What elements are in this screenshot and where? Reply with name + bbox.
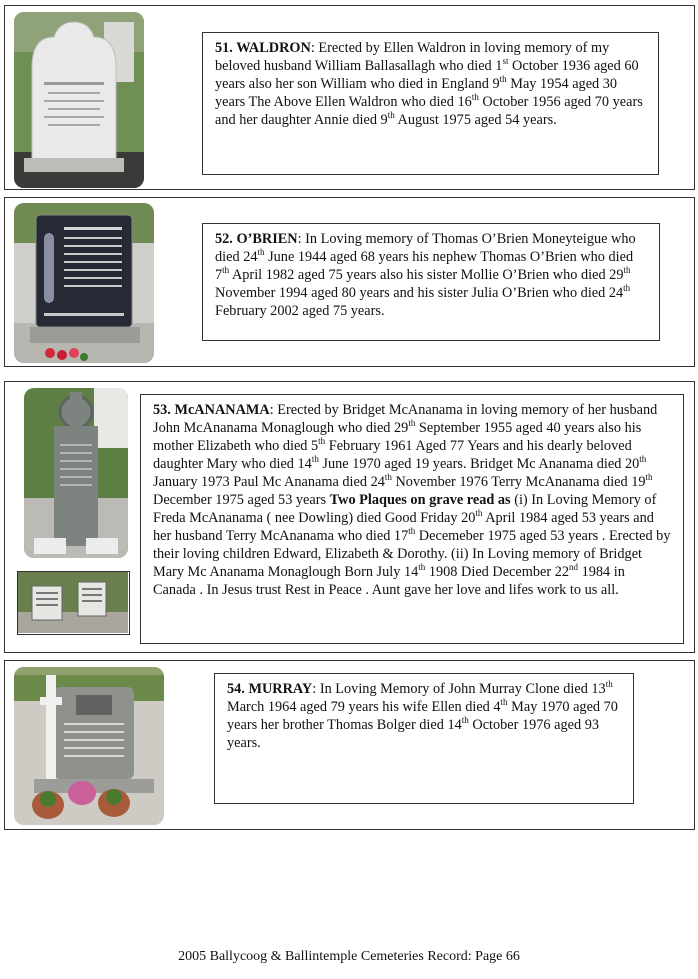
entry-panel-53 [4,381,695,653]
entry-text-run: October 1936 aged 60 years also her son William who died in England 9 [215,58,639,92]
entry-panel-54 [4,660,695,830]
ordinal-suffix: th [408,526,416,537]
ordinal-suffix: th [623,283,631,294]
entry-number: 53. [153,402,175,418]
ordinal-suffix: th [500,697,508,708]
entry-surname: WALDRON [236,40,311,56]
entry-text-run: 1908 Died December 22 [425,564,569,580]
entry-panel-52 [4,197,695,367]
ordinal-suffix: th [623,265,631,276]
headstone-photo-54 [14,667,164,825]
entry-text-run: April 1982 aged 75 years also his sister Mollie O’Brien who died 29 [229,267,624,283]
entry-text-run: September 1955 aged 40 years also his mother Elizabeth who died 5 [153,420,642,454]
ordinal-suffix: th [605,679,613,690]
entry-text-run: August 1975 aged 54 years. [394,112,557,128]
entry-panel-51 [4,5,695,190]
ordinal-suffix: th [645,472,653,483]
ordinal-suffix: th [639,454,647,465]
entry-text-run: In Loving Memory of John Murray Clone died 13 [319,681,606,697]
entry-text-54: 54. MURRAY: In Loving Memory of John Murray Clone died 13th March 1964 aged 79 years his wife Ellen died 4th May 1970 aged 70 years her brother Thomas Bolger died 14th October 1976 aged 93 years. [214,673,634,804]
entry-text-run: Erected by Ellen Waldron in loving memory of my beloved husband William Ballasallagh who died 1 [215,40,610,74]
entry-text-51: 51. WALDRON: Erected by Ellen Waldron in loving memory of my beloved husband William Ballasallagh who died 1st October 1936 aged 60 years also her son William who died in England 9th May 1954 aged 30 years The Above Ellen Waldron who died 16th October 1956 aged 70 years and her daughter Annie died 9th August 1975 aged 54 years. [202,32,659,175]
ordinal-suffix: th [387,110,395,121]
entry-text-run: October 1976 aged 93 years. [227,717,600,751]
ordinal-suffix: th [499,74,507,85]
entry-text-run: June 1970 aged 19 years. Bridget Mc Ananama died 20 [318,456,640,472]
entry-text-run: March 1964 aged 79 years his wife Ellen died 4 [227,699,501,715]
entry-text-run: In Loving memory of Thomas O’Brien Moneyteigue who died 24 [215,231,636,265]
entry-text-run: May 1970 aged 70 years her brother Thomas Bolger died 14 [227,699,618,733]
ordinal-suffix: th [418,562,426,573]
ordinal-suffix: th [408,418,416,429]
entry-text-53: 53. McANANAMA: Erected by Bridget McAnanama in loving memory of her husband John McAnanama Monaglough who died 29th September 1955 aged 40 years also his mother Elizabeth who died 5th February 1961 Aged 77 Years and his dearly beloved daughter Mary who died 14th June 1970 aged 19 years. Bridget Mc Ananama died 20th January 1973 Paul Mc Ananama died 24th November 1976 Terry McAnanama died 19th December 1975 aged 53 years Two Plaques on grave read as (i) In Loving Memory of Freda McAnanama ( nee Dowling) died Good Friday 20th April 1984 aged 53 years and her husband Terry McAnanama who died 17th Decemeber 1975 aged 53 years . Erected by their loving children Edward, Elizabeth & Dorothy. (ii) In Loving memory of Bridget Mary Mc Ananama Monaglough Born July 14th 1908 Died December 22nd 1984 in Canada . In Jesus trust Rest in Peace . Aunt gave her love and lifes work to us all. [140,394,684,644]
ordinal-suffix: nd [569,562,578,573]
ordinal-suffix: th [257,247,265,258]
entry-text-run: November 1994 aged 80 years and his sister Julia O’Brien who died 24 [215,285,624,301]
entry-text-run: December 1975 aged 53 years [153,492,330,508]
ordinal-suffix: st [502,56,509,67]
entry-text-run: Decemeber 1975 aged 53 years . Erected by their loving children Edward, Elizabeth & Dorothy. (ii) In Loving memory of Bridget Mary Mc Ananama Monaglough Born July 14 [153,528,671,580]
headstone-photo-51 [14,12,144,188]
ordinal-suffix: th [475,508,483,519]
ordinal-suffix: th [311,454,319,465]
entry-surname: MURRAY [248,681,313,697]
entry-text-run: Erected by Bridget McAnanama in loving memory of her husband John McAnanama Monaglough who died 29 [153,402,658,436]
ordinal-suffix: th [461,715,469,726]
headstone-photo-53 [24,388,128,558]
ordinal-suffix: th [318,436,326,447]
entry-text-run: June 1944 aged 68 years his nephew Thomas O’Brien who died 7 [215,249,634,283]
entry-surname: McANANAMA [174,402,270,418]
entry-text-run: November 1976 Terry McAnanama died 19 [391,474,646,490]
entry-text-run: February 1961 Aged 77 Years and his dearly beloved daughter Mary who died 14 [153,438,632,472]
entry-text-run: 1984 in Canada . In Jesus trust Rest in Peace . Aunt gave her love and lifes work to us all. [153,564,625,598]
entry-text-run: May 1954 aged 30 years The Above Ellen Waldron who died 16 [215,76,618,110]
plaques-photo-53 [17,571,130,635]
entry-number: 52. [215,231,237,247]
ordinal-suffix: th [384,472,392,483]
page-footer: 2005 Ballycoog & Ballintemple Cemeteries Record: Page 66 [178,949,520,964]
entry-text-run: April 1984 aged 53 years and her husband Terry McAnanama who died 17 [153,510,654,544]
entry-number: 51. [215,40,237,56]
ordinal-suffix: th [222,265,230,276]
entry-text-run: February 2002 aged 75 years. [215,303,385,319]
entry-text-run: October 1956 aged 70 years and her daughter Annie died 9 [215,94,643,128]
entry-number: 54. [227,681,249,697]
entry-text-run: January 1973 Paul Mc Ananama died 24 [153,474,385,490]
entry-surname: O’BRIEN [236,231,298,247]
headstone-photo-52 [14,203,154,363]
entry-text-52: 52. O’BRIEN: In Loving memory of Thomas O’Brien Moneyteigue who died 24th June 1944 aged 68 years his nephew Thomas O’Brien who died 7th April 1982 aged 75 years also his sister Mollie O’Brien who died 29th November 1994 aged 80 years and his sister Julia O’Brien who died 24th February 2002 aged 75 years. [202,223,660,341]
ordinal-suffix: th [471,92,479,103]
bold-text: Two Plaques on grave read as [329,492,511,508]
entry-text-run: (i) In Loving Memory of Freda McAnanama ( nee Dowling) died Good Friday 20 [153,492,657,526]
